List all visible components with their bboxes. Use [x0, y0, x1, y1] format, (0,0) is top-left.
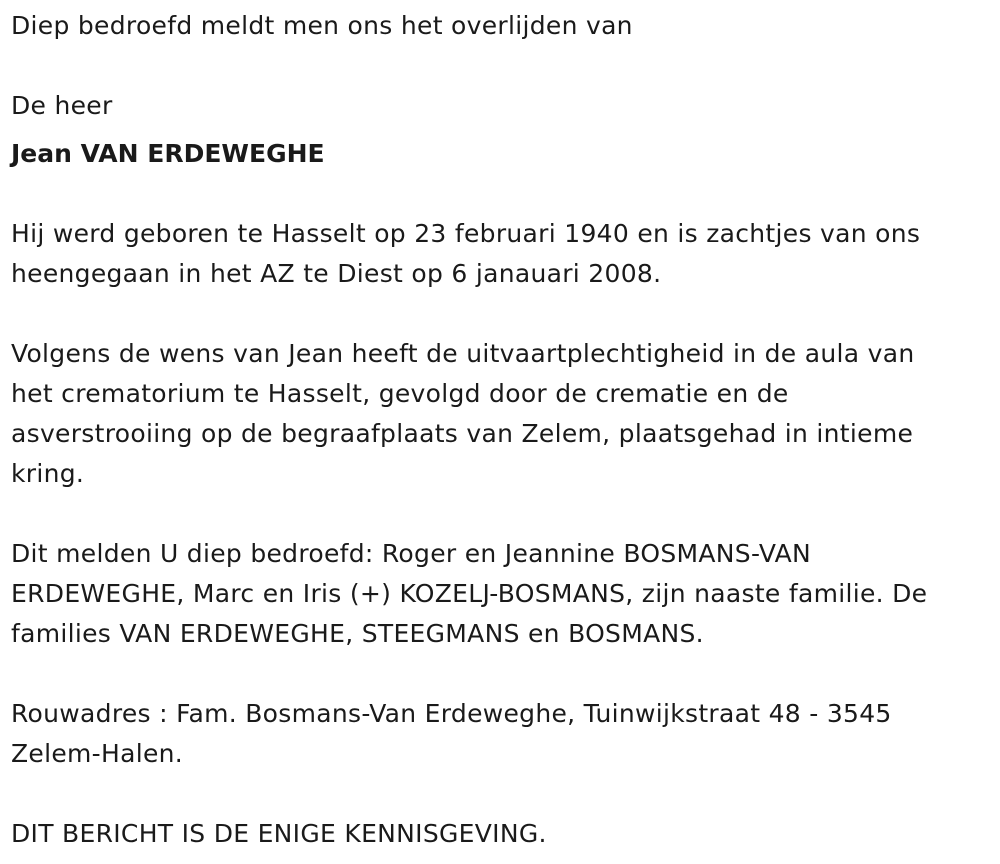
family-line-3: families VAN ERDEWEGHE, STEEGMANS en BOSMANS.	[11, 619, 704, 648]
ceremony-line-4: kring.	[11, 459, 85, 488]
address-line-1: Rouwadres : Fam. Bosmans-Van Erdeweghe, Tuinwijkstraat 48 - 3545	[11, 699, 892, 728]
ceremony-line-3: asverstrooiing op de begraafplaats van Zelem, plaatsgehad in intieme	[11, 419, 914, 448]
address-line-2: Zelem-Halen.	[11, 739, 184, 768]
ceremony-line-1: Volgens de wens van Jean heeft de uitvaartplechtigheid in de aula van	[11, 339, 915, 368]
birth-line-2: heengegaan in het AZ te Diest op 6 janauari 2008.	[11, 259, 662, 288]
deceased-name: Jean VAN ERDEWEGHE	[11, 139, 325, 168]
family-line-2: ERDEWEGHE, Marc en Iris (+) KOZELJ-BOSMANS, zijn naaste familie. De	[11, 579, 928, 608]
ceremony-line-2: het crematorium te Hasselt, gevolgd door de crematie en de	[11, 379, 789, 408]
salutation: De heer	[11, 91, 113, 120]
intro-text: Diep bedroefd meldt men ons het overlijden van	[11, 11, 633, 40]
birth-line-1: Hij werd geboren te Hasselt op 23 februari 1940 en is zachtjes van ons	[11, 219, 921, 248]
closing-notice: DIT BERICHT IS DE ENIGE KENNISGEVING.	[11, 819, 547, 848]
family-line-1: Dit melden U diep bedroefd: Roger en Jeannine BOSMANS-VAN	[11, 539, 812, 568]
